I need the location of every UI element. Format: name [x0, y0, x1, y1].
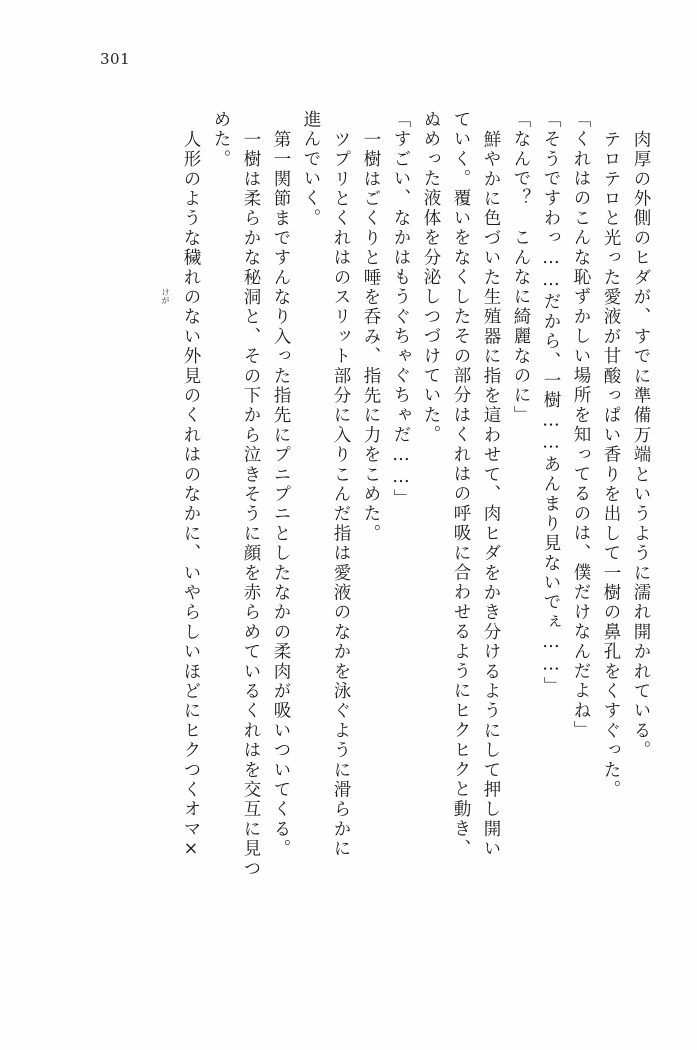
text-column: 第一関節まですんなり入った指先にプニプニとしたなかの柔肉が吸いついてくる。 — [271, 130, 291, 859]
text-column: 進んでいく。 — [301, 110, 321, 229]
text-column: 「くれはのこんな恥ずかしい場所を知ってるのは、僕だけなんだよね」 — [571, 110, 591, 741]
text-column: 鮮やかに色づいた生殖器に指を這わせて、肉ヒダをかき分けるようにして押し開い — [481, 130, 501, 859]
text-column: ていく。覆いをなくしたその部分はくれはの呼吸に合わせるようにヒクヒクと動き、 — [451, 110, 471, 859]
vertical-text-block — [62, 110, 649, 990]
text-column: 一樹は柔らかな秘洞と、その下から泣きそうに顔を赤らめているくれはを交互に見つ — [241, 130, 261, 879]
text-column: テロテロと光った愛液が甘酸っぱい香りを出して一樹の鼻孔をくすぐった。 — [601, 130, 621, 800]
ruby-annotation: けが — [161, 288, 170, 304]
text-column: 一樹はごくりと唾を呑み、指先に力をこめた。 — [361, 130, 381, 544]
text-column — [161, 110, 201, 1010]
text-column-content: 人形のような穢れのない外見のくれはのなかに、いやらしいほどにヒクつくオマ× — [181, 130, 201, 862]
text-column: 「なんで？ こんなに綺麗なのに」 — [511, 110, 531, 426]
text-column: ぬめった液体を分泌しつづけていた。 — [421, 110, 441, 445]
text-column: 「そうですわっ……だから、一樹……あんまり見ないでぇ……」 — [541, 110, 561, 697]
text-column: 肉厚の外側のヒダが、すでに準備万端というように濡れ開かれている。 — [631, 130, 651, 761]
text-column: ツプリとくれはのスリット部分に入りこんだ指は愛液のなかを泳ぐように滑らかに — [331, 130, 351, 859]
text-column: めた。 — [211, 110, 231, 170]
page-number: 301 — [100, 50, 131, 68]
text-column: 「すごい、なかはもうぐちゃぐちゃだ……」 — [391, 110, 411, 509]
